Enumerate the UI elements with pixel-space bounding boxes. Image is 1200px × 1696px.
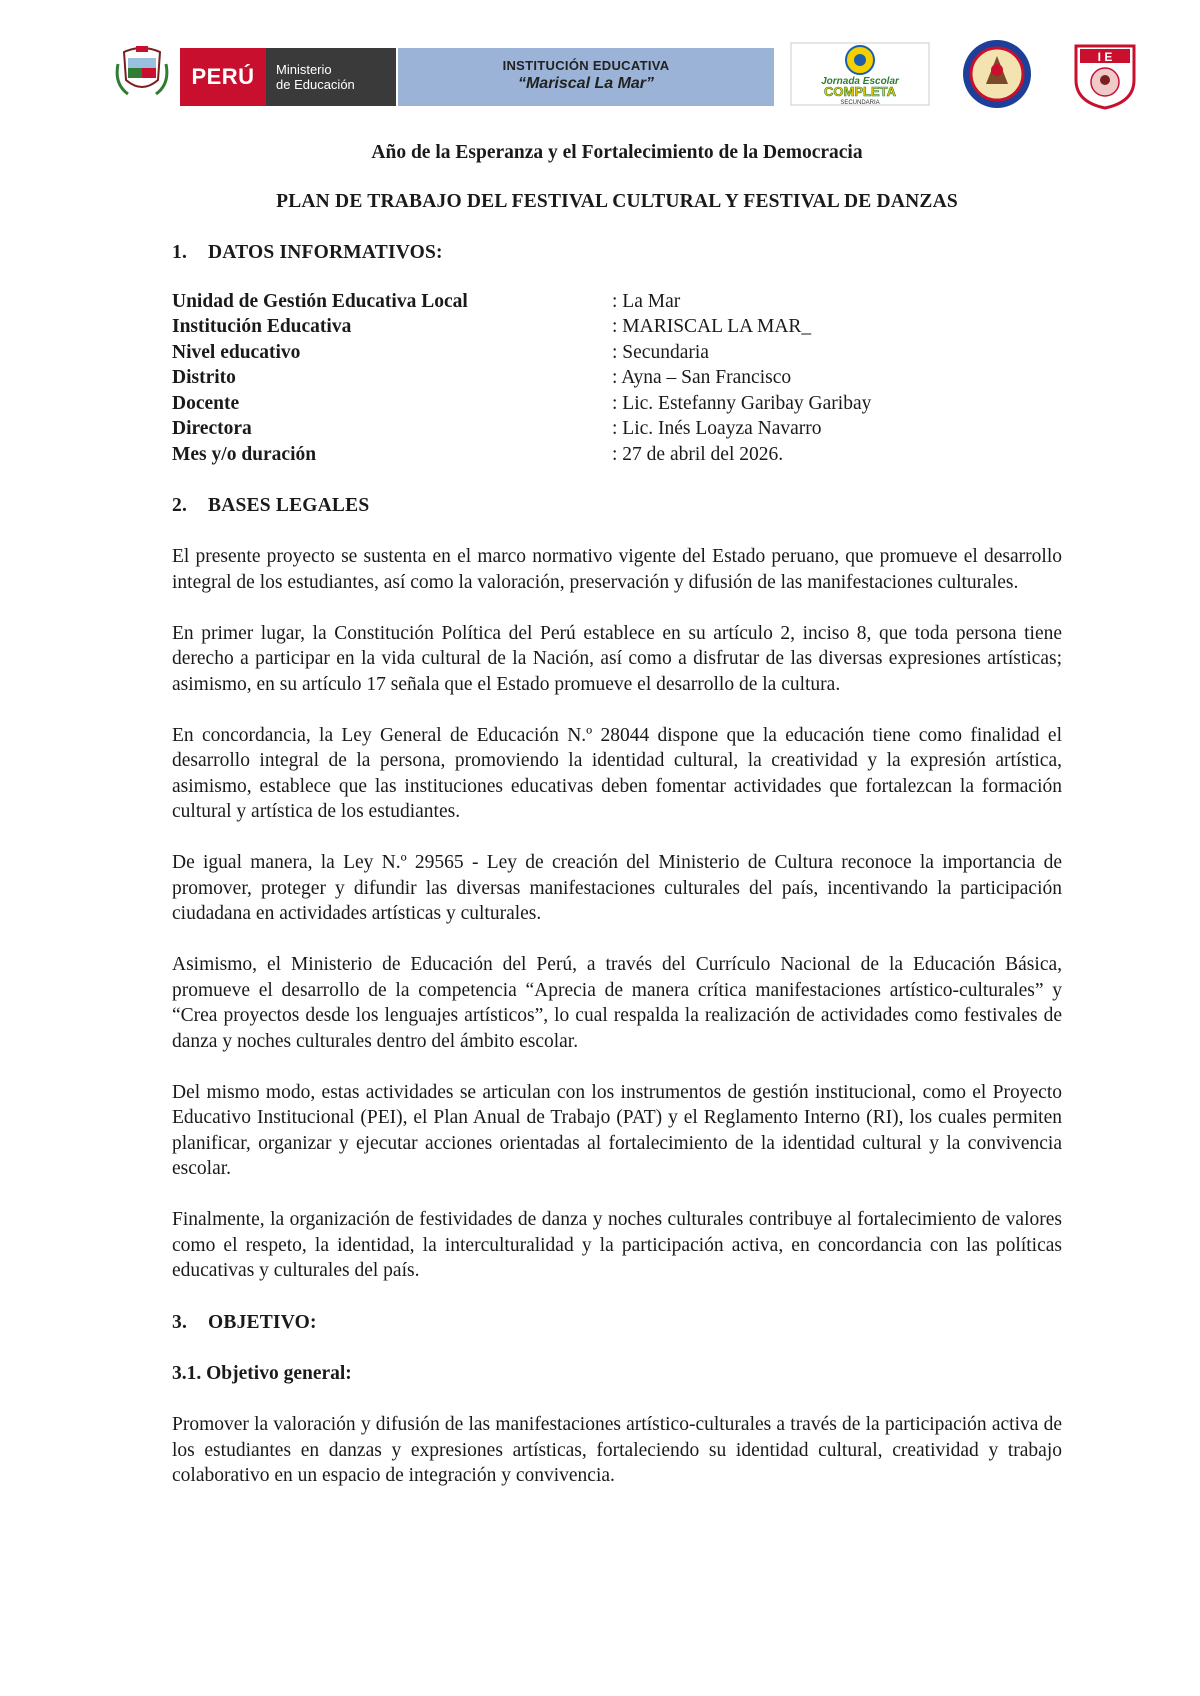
institution-banner [398, 48, 774, 106]
info-value: : La Mar [612, 290, 681, 312]
info-value: : Lic. Inés Loayza Navarro [612, 418, 822, 439]
peru-label: PERÚ [180, 48, 266, 106]
info-row [172, 365, 1062, 391]
section-1-heading [172, 240, 1062, 266]
jec-text-2: COMPLETA [824, 84, 896, 99]
section-3-number: 3. [172, 1311, 188, 1333]
national-coat-of-arms-icon [114, 44, 170, 102]
shield-text: I E [1097, 50, 1113, 64]
info-value: : 27 de abril del 2026. [612, 443, 784, 465]
section-3-heading [172, 1310, 1062, 1336]
header-logo-strip [110, 38, 1140, 110]
jec-text-3: SECUNDARIA [840, 100, 880, 106]
info-value: : Lic. Estefanny Garibay Garibay [612, 392, 872, 414]
plan-title: PLAN DE TRABAJO DEL FESTIVAL CULTURAL Y FESTIVAL DE DANZAS [276, 190, 958, 212]
section-1-title: DATOS INFORMATIVOS: [208, 242, 443, 263]
legal-paragraph: Asimismo, el Ministerio de Educación del Perú, a través del Currículo Nacional de la Educación Básica, promueve el desarrollo de la competencia “Aprecia de manera crítica manifestaciones artístico-culturales” y “Crea proyectos desde los lenguajes artísticos”, lo cual respalda la realización de actividades como festivales de danza y noches culturales dentro del ámbito escolar. [172, 954, 1062, 1052]
legal-paragraph: De igual manera, la Ley N.º 29565 - Ley de creación del Ministerio de Cultura reconoce la importancia de promover, proteger y difundir las diversas manifestaciones culturales del país, incentivando la participación ciudadana en actividades artísticas y culturales. [172, 852, 1062, 924]
info-table [172, 289, 1062, 468]
ministry-line-2: de Educación [276, 77, 355, 92]
info-label: Unidad de Gestión Educativa Local [172, 290, 468, 312]
info-value: : MARISCAL LA MAR_ [612, 316, 812, 337]
info-row [172, 416, 1062, 442]
info-row [172, 314, 1062, 340]
info-row [172, 289, 1062, 315]
section-2-title: BASES LEGALES [208, 495, 370, 516]
section-2-heading [172, 493, 1062, 519]
info-row [172, 340, 1062, 366]
info-row [172, 391, 1062, 417]
info-label: Distrito [172, 367, 236, 388]
legal-paragraph: En primer lugar, la Constitución Política del Perú establece en su artículo 2, inciso 8, que toda persona tiene derecho a participar en la vida cultural de la Nación, así como a disfrutar de las diversas expresiones artísticas; asimismo, en su artículo 17 señala que el Estado promueve el desarrollo de la cultura. [172, 622, 1062, 695]
section-2-number: 2. [172, 495, 188, 516]
legal-paragraph: Finalmente, la organización de festividades de danza y noches culturales contribuye al fortalecimiento de valores como el respeto, la identidad, la interculturalidad y la participación activa, en concordancia con las políticas educativas y culturales del país. [172, 1209, 1062, 1281]
ministry-line-1: Ministerio [276, 62, 332, 77]
info-label: Mes y/o duración [172, 443, 317, 465]
objective-paragraph: Promover la valoración y difusión de las manifestaciones artístico-culturales a través de la participación activa de los estudiantes en danzas y expresiones artísticas, fortaleciendo su identidad cultural, creatividad y trabajo colaborativo en un espacio de integración y convivencia. [172, 1414, 1062, 1486]
legal-paragraph: En concordancia, la Ley General de Educación N.º 28044 dispone que la educación tiene como finalidad el desarrollo integral de la persona, promoviendo la identidad cultural, la creatividad y la expresión artística, asimismo, establece que las instituciones educativas deben fomentar actividades que fortalezcan la formación cultural y artística de los estudiantes. [172, 724, 1062, 822]
ie-shield-icon [1070, 40, 1140, 110]
info-label: Docente [172, 392, 240, 414]
legal-paragraph: El presente proyecto se sustenta en el marco normativo vigente del Estado peruano, que promueve el desarrollo integral de los estudiantes, así como la valoración, preservación y difusión de las manifestaciones culturales. [172, 546, 1062, 593]
info-label: Institución Educativa [172, 316, 352, 337]
section-1-number: 1. [172, 242, 188, 263]
institution-line-2: “Mariscal La Mar” [517, 75, 655, 92]
jornada-escolar-completa-logo [790, 42, 930, 106]
document-body [172, 140, 1062, 1489]
info-value: : Ayna – San Francisco [612, 367, 792, 388]
info-value: : Secundaria [612, 341, 709, 363]
legal-paragraph: Del mismo modo, estas actividades se articulan con los instrumentos de gestión institucional, como el Proyecto Educativo Institucional (PEI), el Plan Anual de Trabajo (PAT) y el Reglamento Interno (RI), los cuales permiten planificar, organizar y ejecutar acciones orientadas al fortalecimiento de la identidad cultural y la convivencia escolar. [172, 1081, 1062, 1179]
info-label: Nivel educativo [172, 341, 301, 363]
info-row [172, 442, 1062, 468]
subsection-3-1-heading: 3.1. Objetivo general: [172, 1363, 352, 1384]
info-label: Directora [172, 418, 252, 439]
institution-line-1: INSTITUCIÓN EDUCATIVA [502, 58, 670, 73]
jec-text-1: Jornada Escolar [821, 76, 899, 87]
ministry-label [266, 48, 396, 106]
section-3-title: OBJETIVO: [208, 1311, 317, 1333]
school-emblem-icon [960, 38, 1034, 110]
year-title: Año de la Esperanza y el Fortalecimiento de la Democracia [371, 142, 863, 163]
